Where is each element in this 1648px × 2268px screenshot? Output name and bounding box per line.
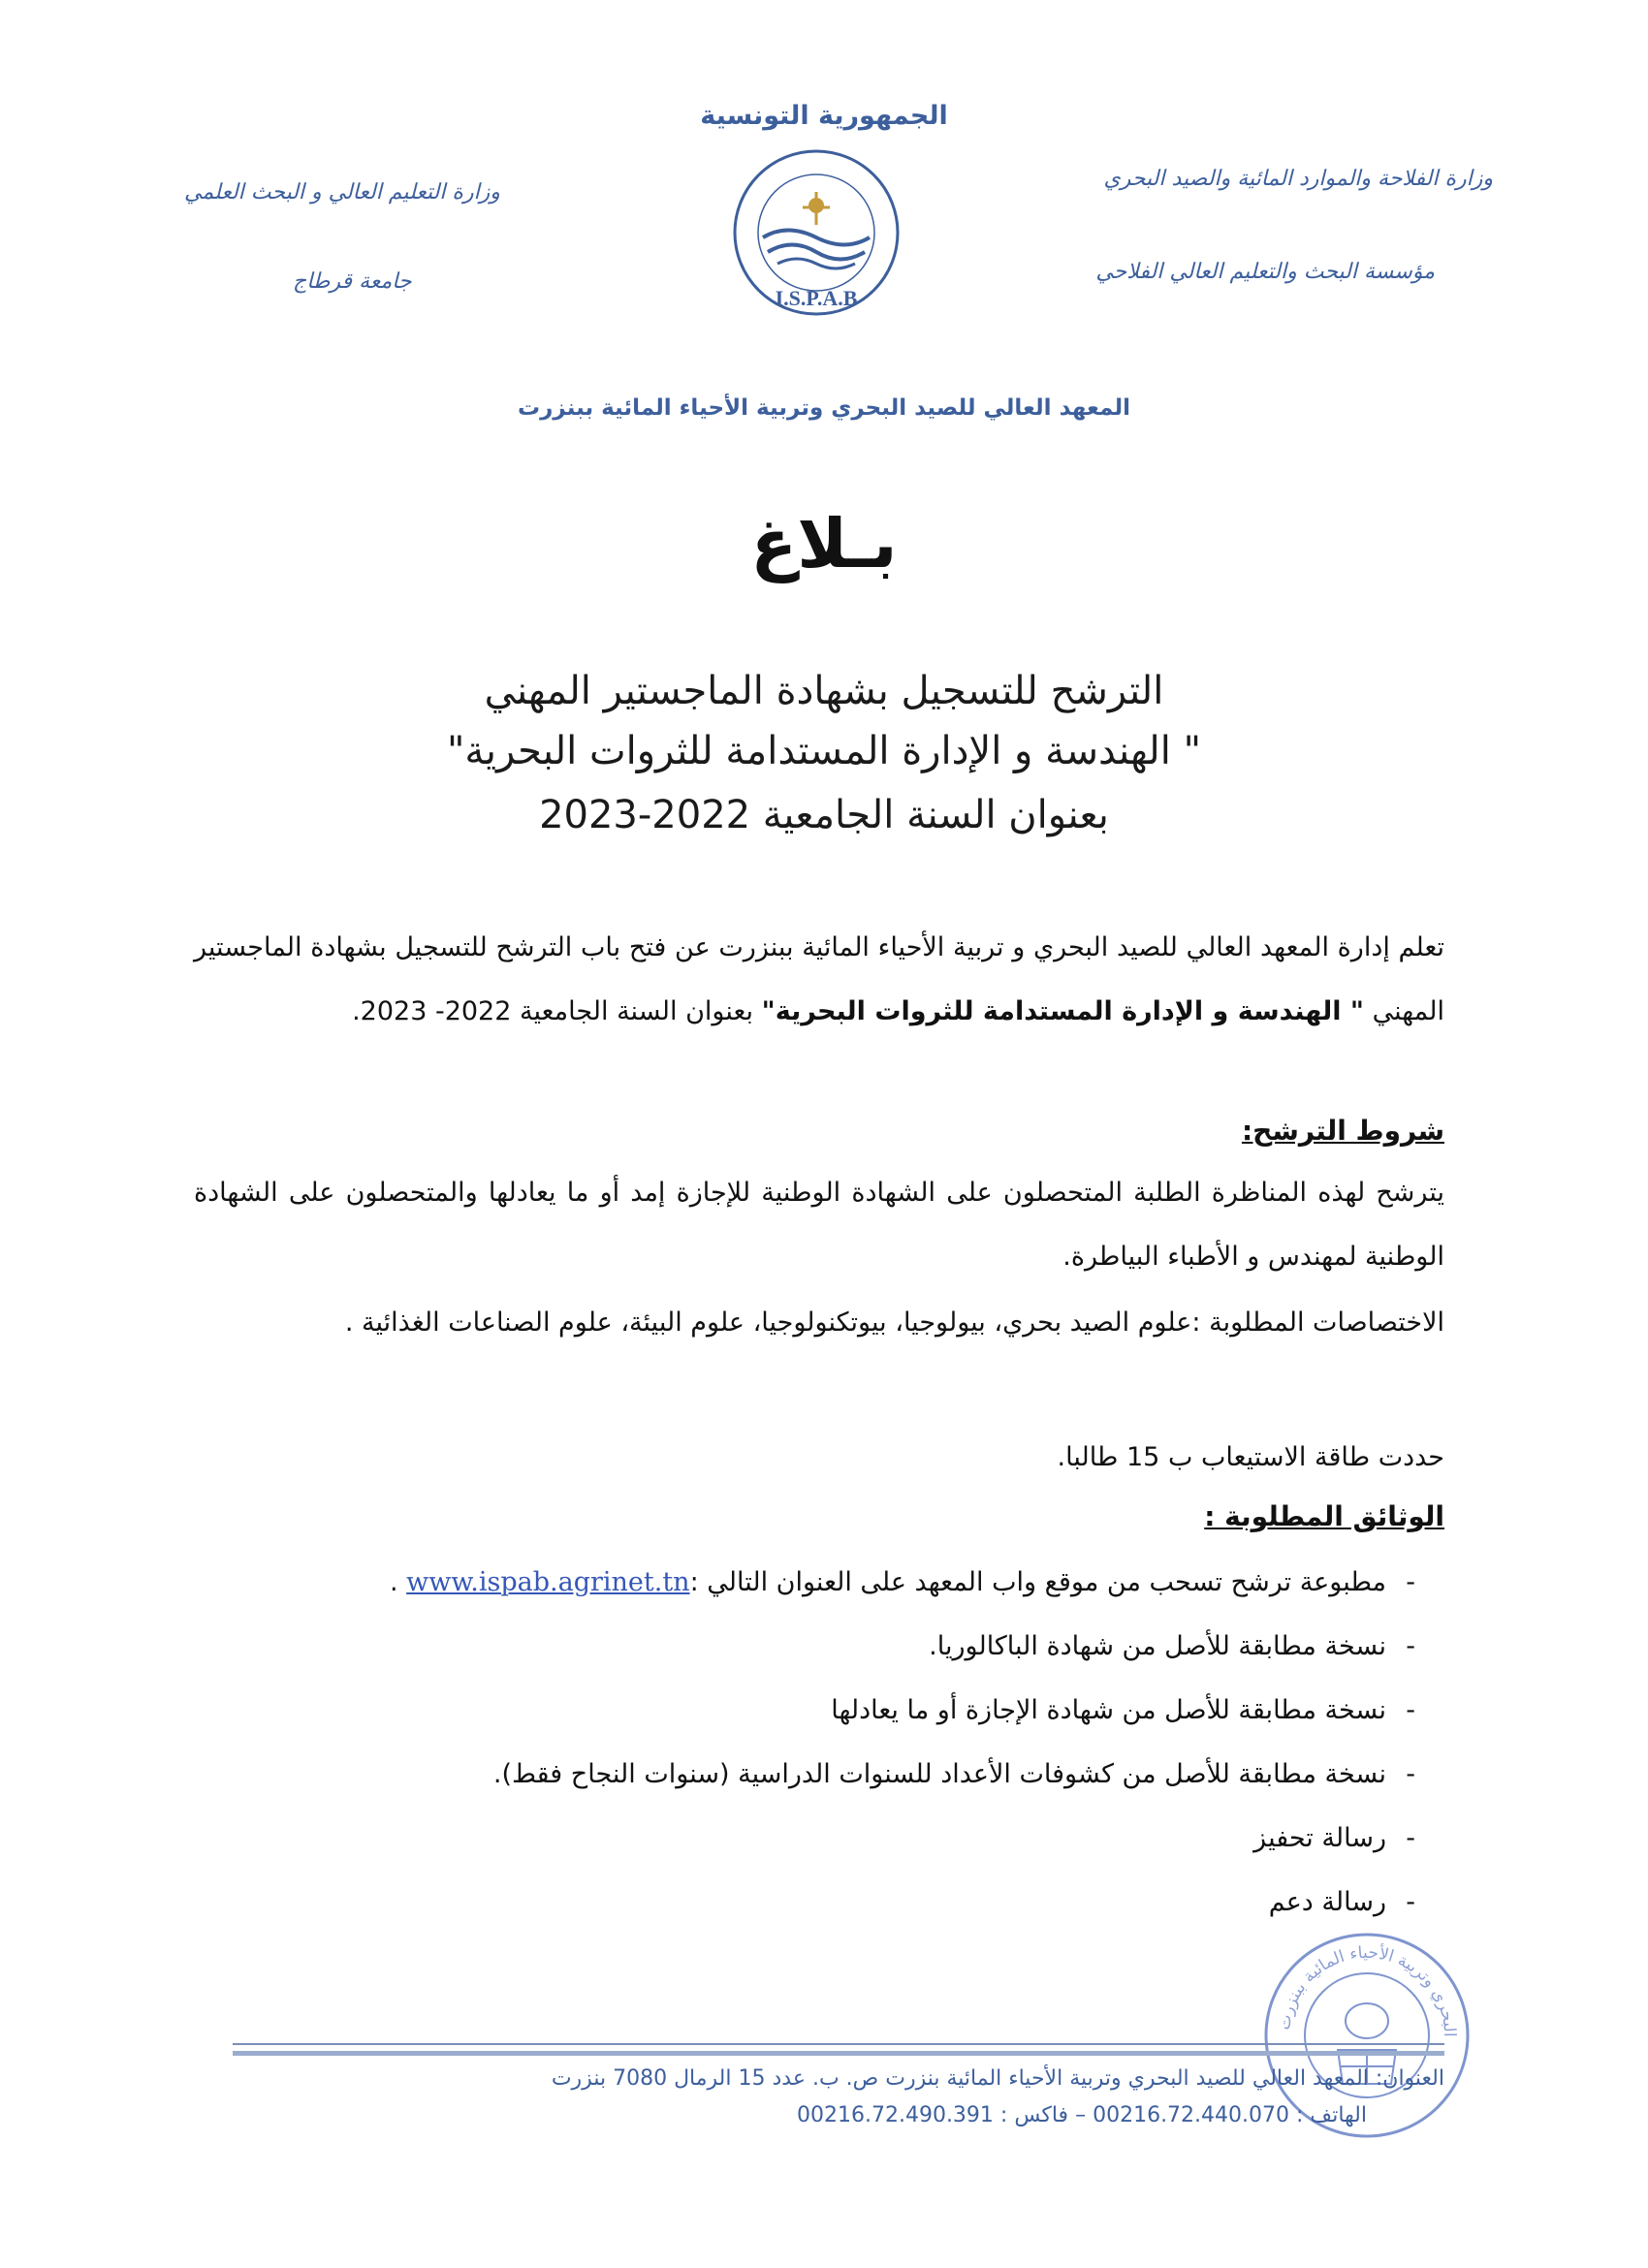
capacity-text: حددت طاقة الاستيعاب ب 15 طالبا. (1057, 1442, 1444, 1472)
conditions-paragraph-1: يترشح لهذه المناظرة الطلبة المتحصلون على الشهادة الوطنية للإجازة إمد أو ما يعادلها والمتحصلون على الشهادة الوطنية لمهندس و الأطباء البياطرة. (194, 1178, 1444, 1272)
conditions-heading: شروط الترشح: (1241, 1115, 1444, 1147)
document-item-4: نسخة مطابقة للأصل من كشوفات الأعداد للسنوات الدراسية (سنوات النجاح فقط). (492, 1759, 1386, 1789)
bullet-2: - (1406, 1631, 1415, 1661)
document-item-1 (390, 1567, 1386, 1597)
document-item-1-end: . (389, 1567, 398, 1597)
institute-logo (729, 145, 903, 320)
bullet-6: - (1406, 1887, 1415, 1917)
research-institution: مؤسسة البحث والتعليم العالي الفلاحي (1095, 260, 1435, 284)
conditions-paragraph-2: الاختصاصات المطلوبة :علوم الصيد بحري، بيولوجيا، بيوتكنولوجيا، علوم البيئة، علوم الصناعات الغذائية . (344, 1307, 1444, 1338)
footer-divider-thick (233, 2051, 1444, 2056)
subtitle-line-1: الترشح للتسجيل بشهادة الماجستير المهني (484, 669, 1164, 713)
footer-phone: الهاتف : 00216.72.440.070 – فاكس : 00216.72.490.391 (796, 2103, 1367, 2127)
document-item-2: نسخة مطابقة للأصل من شهادة الباكالوريا. (929, 1631, 1386, 1661)
bullet-5: - (1406, 1823, 1415, 1853)
document-item-1-text: مطبوعة ترشح تسحب من موقع واب المعهد على العنوان التالي : (689, 1567, 1386, 1597)
subtitle-line-3: بعنوان السنة الجامعية 2022-2023 (539, 793, 1109, 837)
svg-text:I.S.P.A.B: I.S.P.A.B (775, 286, 858, 310)
document-item-3: نسخة مطابقة للأصل من شهادة الإجازة أو ما يعادلها (831, 1695, 1386, 1725)
higher-education-ministry: وزارة التعليم العالي و البحث العلمي (184, 180, 500, 205)
svg-text:المعهد العالي للصيد البحري وتر: البحري وتربية الأحياء المائية ببنزرت (1274, 1942, 1460, 2037)
university-name: جامعة قرطاج (293, 269, 412, 294)
republic-title: الجمهورية التونسية (700, 101, 948, 131)
institute-name: المعهد العالي للصيد البحري وتربية الأحياء المائية ببنزرت (518, 395, 1130, 421)
intro-text-part-1: تعلم إدارة المعهد العالي للصيد البحري و تربية الأحياء المائية ببنزرت عن فتح باب الترشح للتسجيل بشهادة الماجستير المهني (194, 932, 1444, 1026)
document-item-6: رسالة دعم (1268, 1887, 1386, 1917)
intro-paragraph (194, 916, 1444, 1044)
bullet-1: - (1406, 1567, 1415, 1597)
subtitle-line-2: " الهندسة و الإدارة المستدامة للثروات البحرية" (447, 729, 1201, 773)
agriculture-ministry: وزارة الفلاحة والموارد المائية والصيد البحري (1103, 167, 1493, 191)
announcement-title: بـلاغ (750, 504, 898, 583)
bullet-3: - (1406, 1695, 1415, 1725)
website-link[interactable]: www.ispab.agrinet.tn (406, 1567, 690, 1597)
footer-address: العنوان: المعهد العالي للصيد البحري وتربية الأحياء المائية بنزرت ص. ب. عدد 15 الرمال 7080 بنزرت (551, 2066, 1444, 2091)
footer-divider-thin (233, 2043, 1444, 2045)
document-item-5: رسالة تحفيز (1253, 1823, 1386, 1853)
bullet-4: - (1406, 1759, 1415, 1789)
documents-heading: الوثائق المطلوبة : (1204, 1500, 1444, 1532)
intro-program-name: " الهندسة و الإدارة المستدامة للثروات البحرية" (761, 996, 1364, 1026)
intro-text-part-2: بعنوان السنة الجامعية 2022- 2023. (352, 996, 754, 1026)
